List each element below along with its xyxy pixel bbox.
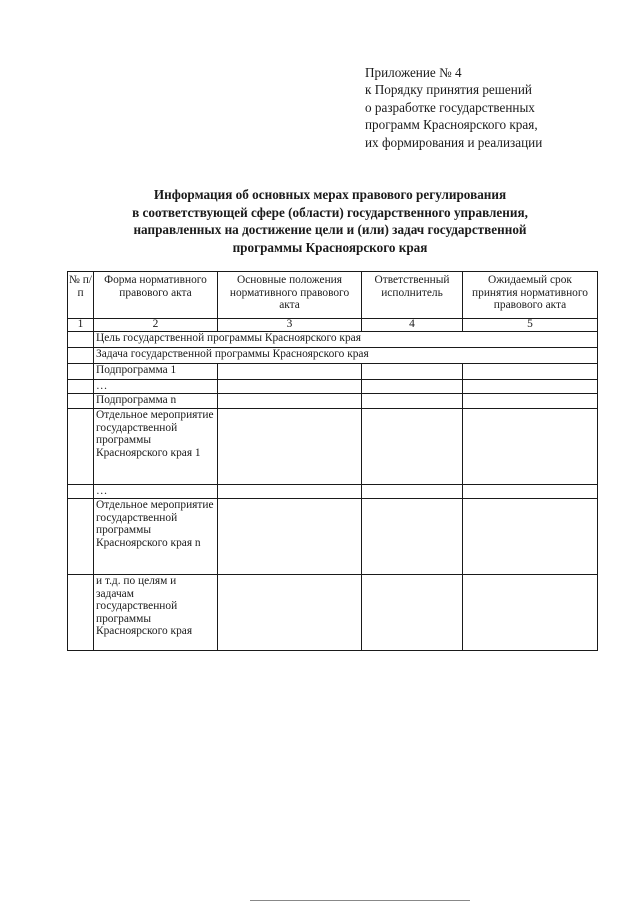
table-cell <box>362 409 463 485</box>
column-number: 2 <box>94 319 218 332</box>
table-cell <box>68 485 94 499</box>
table-row <box>68 409 598 485</box>
goal-cell: Цель государственной программы Красноярского края <box>94 332 598 348</box>
header-cell-executor: Ответственный исполнитель <box>362 272 463 319</box>
column-number-row <box>68 319 598 332</box>
column-number: 3 <box>218 319 362 332</box>
appendix-header <box>365 64 542 151</box>
table-cell <box>362 364 463 380</box>
header-cell-number: № п/п <box>68 272 94 319</box>
row-label: Отдельное мероприятие государственной программы Красноярского края 1 <box>94 409 218 485</box>
header-cell-provisions: Основные положения нормативного правового акта <box>218 272 362 319</box>
title-line: программы Красноярского края <box>232 239 428 255</box>
appendix-line: о разработке государственных <box>365 99 535 115</box>
table-cell <box>463 409 598 485</box>
document-title <box>60 186 600 256</box>
column-number: 5 <box>463 319 598 332</box>
column-number: 1 <box>68 319 94 332</box>
table-cell <box>218 575 362 651</box>
table-cell <box>218 485 362 499</box>
appendix-line: Приложение № 4 <box>365 65 462 80</box>
table-cell <box>463 394 598 409</box>
table-row <box>68 394 598 409</box>
task-cell: Задача государственной программы Красноярского края <box>94 348 598 364</box>
table-cell <box>362 380 463 394</box>
table-cell <box>218 499 362 575</box>
appendix-line: к Порядку принятия решений <box>365 82 532 98</box>
column-number: 4 <box>362 319 463 332</box>
header-cell-deadline: Ожидаемый срок принятия нормативного правового акта <box>463 272 598 319</box>
table-cell <box>68 394 94 409</box>
appendix-line: программ Красноярского края, <box>365 117 538 133</box>
table-row <box>68 575 598 651</box>
table-row <box>68 485 598 499</box>
row-label: Отдельное мероприятие государственной программы Красноярского края n <box>94 499 218 575</box>
table-cell <box>68 380 94 394</box>
table-cell <box>362 575 463 651</box>
table-cell <box>68 575 94 651</box>
table-cell <box>362 499 463 575</box>
table-cell <box>362 394 463 409</box>
table-cell <box>218 364 362 380</box>
table-cell <box>463 499 598 575</box>
title-line: направленных на достижение цели и (или) задач государственной <box>133 222 527 238</box>
table-cell <box>218 394 362 409</box>
title-line: Информация об основных мерах правового регулирования <box>153 187 507 202</box>
goal-row <box>68 332 598 348</box>
row-label: Подпрограмма 1 <box>94 364 218 380</box>
title-line: в соответствующей сфере (области) государственного управления, <box>132 204 528 220</box>
row-label: … <box>94 380 218 394</box>
row-label: … <box>94 485 218 499</box>
table-cell <box>463 380 598 394</box>
measures-table <box>67 271 598 651</box>
table-cell <box>68 499 94 575</box>
table-cell <box>362 485 463 499</box>
table-cell <box>463 485 598 499</box>
table-cell <box>68 409 94 485</box>
row-label: Подпрограмма n <box>94 394 218 409</box>
table-cell <box>463 575 598 651</box>
table-cell <box>218 380 362 394</box>
table-row <box>68 380 598 394</box>
table-cell <box>68 348 94 364</box>
table-header-row <box>68 272 598 319</box>
table-row <box>68 499 598 575</box>
appendix-line: их формирования и реализации <box>365 134 543 150</box>
table-cell <box>218 409 362 485</box>
table-cell <box>68 364 94 380</box>
table-cell <box>463 364 598 380</box>
task-row <box>68 348 598 364</box>
row-label: и т.д. по целям и задачам государственной программы Красноярского края <box>94 575 218 651</box>
header-cell-act-form: Форма нормативного правового акта <box>94 272 218 319</box>
scan-artifact-line <box>250 900 470 901</box>
table-row <box>68 364 598 380</box>
table-cell <box>68 332 94 348</box>
